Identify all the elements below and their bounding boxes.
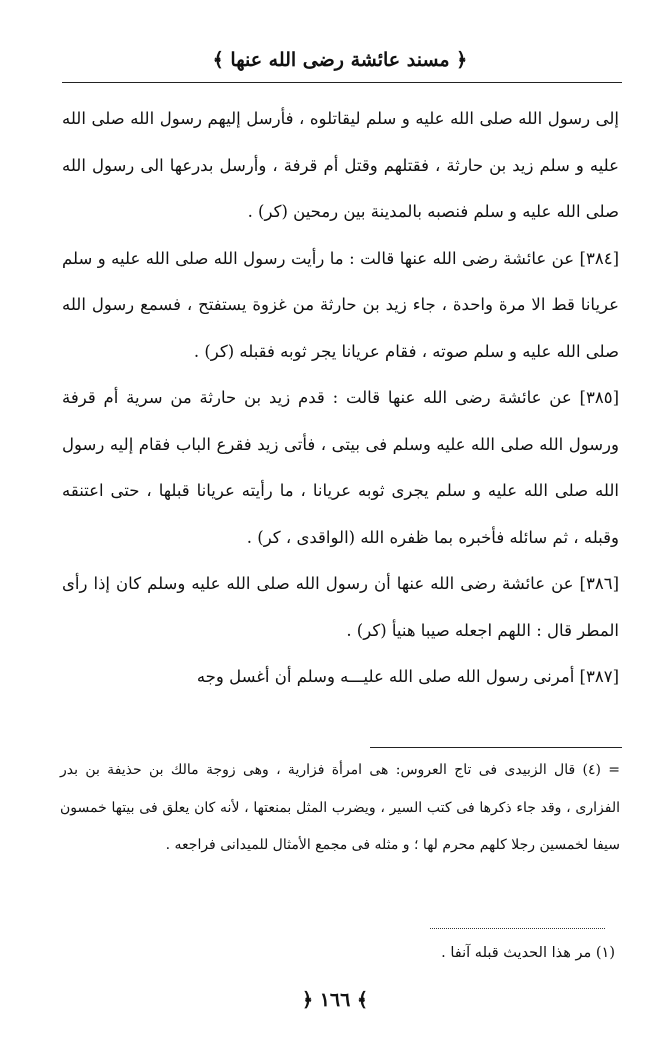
footnote-rule [370, 747, 622, 748]
hadith-386: [٣٨٦] عن عائشة رضى الله عنها أن رسول الله صلى الله عليه وسلم كان إذا رأى المطر قال : اللهم اجعله صيبا هنيأ (كر) . [62, 574, 619, 640]
running-header [60, 40, 620, 84]
hadith-387: [٣٨٧] أمرنى رسول الله صلى الله عليـــه وسلم أن أغسل وجه [196, 667, 619, 686]
footnote-second-text: (١) مر هذا الحديث قبله آنفا . [441, 945, 615, 961]
hadith-384: [٣٨٤] عن عائشة رضى الله عنها قالت : ما رأيت رسول الله صلى الله عليه و سلم عريانا قط الا مرة واحدة ، جاء زيد بن حارثة من غزوة يستفتح ، فسمع رسول الله صلى الله عليه و سلم صوته ، فقام عريانا يجر ثوبه فقبله (كر) . [62, 248, 619, 361]
footnote-divider [430, 928, 605, 929]
footnote-second [60, 936, 615, 970]
hadith-385: [٣٨٥] عن عائشة رضى الله عنها قالت : قدم زيد بن حارثة من سرية أم قرفة ورسول الله صلى الله عليه وسلم فى بيتى ، فأتى زيد فقرع الباب فقام إليه رسول الله صلى الله عليه و سلم يجرى ثوبه عريانا ، ما رأيته عريانا قبلها ، حتى اعتنقه وقبله ، ثم سائله فأخبره بما ظفره الله (الواقدى ، كر) . [62, 388, 619, 547]
header-rule [62, 82, 622, 83]
footnote-text: = (٤) قال الزبيدى فى تاج العروس: هى امرأة فزارية ، وهى زوجة مالك بن حذيفة بن بدر الفزارى ، وقد جاء ذكرها فى كتب السير ، ويضرب المثل بمنعتها ، لأنه كان يعلق فى بيتها خمسون سيفا لخمسين رجلا كلهم محرم لها ؛ و مثله فى مجمع الأمثال للميدانى فراجعه . [60, 762, 620, 853]
header-title: ﴿ مسند عائشة رضى الله عنها ﴾ [212, 49, 468, 71]
footnote-main [60, 752, 620, 865]
paragraph-continuation: إلى رسول الله صلى الله عليه و سلم ليقاتلوه ، فأرسل إليهم رسول الله صلى الله عليه و سلم زيد بن حارثة ، فقتلهم وقتل أم قرفة ، وأرسل بدرعها الى رسول الله صلى الله عليه و سلم فنصبه بالمدينة بين رمحين (كر) . [62, 109, 619, 221]
main-text [62, 96, 619, 701]
page-number: ﴿ ١٦٦ ﴾ [301, 989, 369, 1011]
